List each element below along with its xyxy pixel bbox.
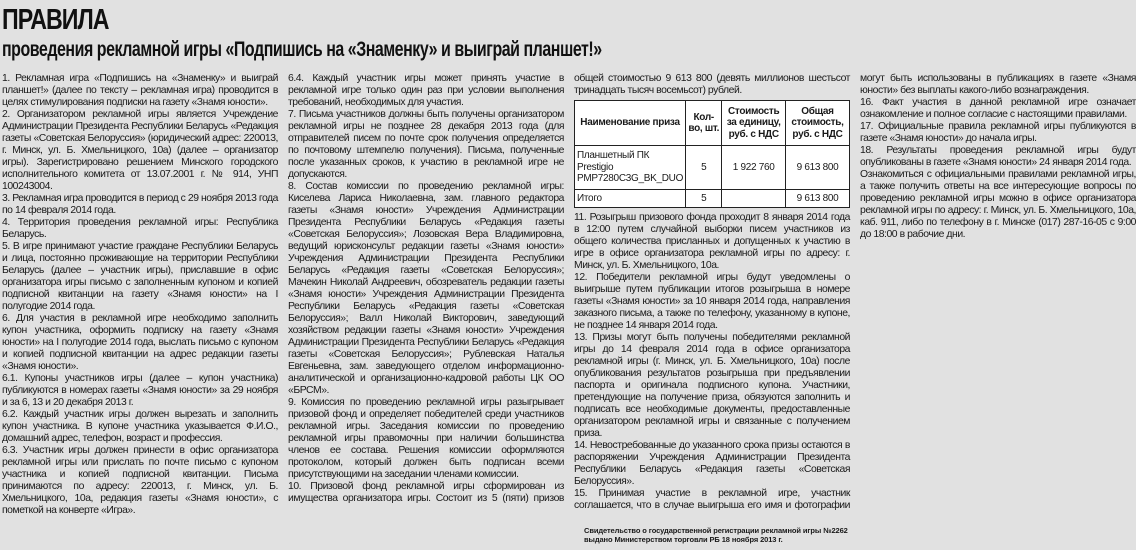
registration-certificate [584,526,850,544]
certificate-line: Свидетельство о государственной регистрации рекламной игры №2262 [584,526,848,535]
rule-paragraph: 6.2. Каждый участник игры должен вырезать и заполнить купон участника. В купоне участника указывается Ф.И.О., домашний адрес, телефон, возраст и профессия. [2,409,278,444]
rule-paragraph: 13. Призы могут быть получены победителями рекламной игры до 14 февраля 2014 года в офисе организатора рекламной игры (г. Минск, ул. Б. Хмельницкого, 10а) после опубликования результатов розыгрыша при предъявлении паспорта и оригинала подписного купона. Участники, претендующие на получение приза, обязуются заполнить и подписать все необходимые документы, предоставленные организатором рекламной игры и связанные с получением приза. [574,332,850,439]
rule-paragraph: 16. Факт участия в данной рекламной игре означает ознакомление и полное согласие с настоящими правилами. [860,97,1136,120]
page-title: ПРАВИЛА [2,4,109,36]
column-header-name: Наименование приза [575,101,686,146]
rule-paragraph: 14. Невостребованные до указанного срока призы остаются в распоряжении Учреждения Администрации Президента Республики Беларусь «Редакция газеты «Советская Белоруссия». [574,440,850,487]
certificate-line: выдано Министерством торговли РБ 18 ноября 2013 г. [584,535,783,544]
column-header-unit-price: Стоимость за единицу, руб. с НДС [722,101,786,146]
prize-name: Планшетный ПК Prestigio PMP7280C3G_BK_DUO [575,146,686,190]
prize-total-price: 9 613 800 [786,146,850,190]
rule-paragraph: 8. Состав комиссии по проведению рекламной игры: Киселева Лариса Николаевна, зам. главного редактора газеты «Знамя юности» Учреждения Администрации Президента Республики Беларусь «Редакция газеты «Советская Белоруссия»; Лозовская Вера Владимировна, ведущий юрисконсульт редакции газеты «Знамя юности» Учреждения Администрации Президента Республики Беларусь «Редакция газеты «Советская Белоруссия»; Мачекин Николай Андреевич, обозреватель редакции газеты «Знамя юности» Учреждения Администрации Президента Республики Беларусь «Редакция газеты «Советская Белоруссия»; Валл Николай Викторович, заведующий хозяйством редакции газеты «Знамя юности» Учреждения Администрации Президента Республики Беларусь «Редакция газеты «Советская Белоруссия»; Рублевская Наталья Евгеньевна, зам. заведующего отделом информационно-аналитической и организационно-кадровой работы ЦК ОО «БРСМ». [288,181,564,396]
total-quantity: 5 [686,190,722,208]
column-header-total-price: Общая стоимость, руб. с НДС [786,101,850,146]
rule-paragraph: 9. Комиссия по проведению рекламной игры разыгрывает призовой фонд и определяет победителей среди участников рекламной игры. Заседания комиссии по проведению рекламной игры правомочны при наличии большинства членов ее состава. Решения комиссии оформляются протоколом, который должен быть подписан всеми присутствующими на заседании членами комиссии. [288,397,564,480]
rule-paragraph: 4. Территория проведения рекламной игры: Республика Беларусь. [2,217,278,240]
table-row [575,146,850,190]
rule-paragraph: 10. Призовой фонд рекламной игры сформирован из имущества организатора игры. Состоит из 5 (пяти) призов общей стоимостью 9 613 800 (девять миллионов шестьсот тринадцать тысяч восемьсот) рублей. [288,73,850,504]
rule-paragraph: 1. Рекламная игра «Подпишись на «Знаменку» и выиграй планшет!» (далее по тексту – рекламная игра) проводится в целях стимулирования подписки на газету «Знамя юности». [2,73,278,108]
rule-paragraph: 6.1. Купоны участников игры (далее – купон участника) публикуются в номерах газеты «Знамя юности» за 29 ноября и за 6, 13 и 20 декабря 2013 г. [2,373,278,408]
rules-body [2,73,1136,523]
rule-paragraph: 6.3. Участник игры должен принести в офис организатора рекламной игры или прислать по почте письмо с купоном участника и копией подписной квитанции. Письма принимаются по адресу: 220013, г. Минск, ул. Б. Хмельницкого, 10а, редакция газеты «Знамя юности», с пометкой на конверте «Игра». [2,445,278,516]
rule-paragraph: 2. Организатором рекламной игры является Учреждение Администрации Президента Республики Беларусь «Редакция газеты «Советская Белоруссия» (юридический адрес: 220013, г. Минск, ул. Б. Хмельницкого, 10а) (далее – организатор игры). Зарегистрировано решением Минского городского исполнительного комитета от 13.07.2001 г. № 914, УНП 100243004. [2,109,278,192]
rule-paragraph: 18. Результаты проведения рекламной игры будут опубликованы в газете «Знамя юности» 24 января 2014 года. [860,145,1136,168]
prize-table-header [575,101,850,146]
rule-paragraph: 5. В игре принимают участие граждане Республики Беларусь и лица, постоянно проживающие на территории Республики Беларусь (далее – участник игры), приславшие в офис организатора игры письмо с заполненным купоном и копией подписной квитанции на газету «Знамя юности» на I полугодие 2014 года. [2,241,278,312]
rule-paragraph: 11. Розыгрыш призового фонда проходит 8 января 2014 года в 12:00 путем случайной выборки писем участников из общего количества присланных и допущенных к участию в игре в офисе организатора рекламной игры по адресу: г. Минск, ул. Б. Хмельницкого, 10а. [574,212,850,271]
rule-paragraph: 3. Рекламная игра проводится в период с 29 ноября 2013 года по 14 февраля 2014 года. [2,193,278,216]
rule-paragraph: 15. Принимая участие в рекламной игре, участник соглашается, что в случае выигрыша его имя и фотографии могут быть использованы в публикациях в газете «Знамя юности» без выплаты какого-либо вознаграждения. [574,73,1136,511]
rule-paragraph: Ознакомиться с официальными правилами рекламной игры, а также получить ответы на все интересующие вопросы по проведению рекламной игры можно в офисе организатора рекламной игры по адресу: г. Минск, ул. Б. Хмельницкого, 10а, каб. 911, либо по телефону в г. Минске (017) 287-16-05 с 9:00 до 18:00 в рабочие дни. [860,169,1136,240]
rule-paragraph: 6. Для участия в рекламной игре необходимо заполнить купон участника, оформить подписку на газету «Знамя юности» на I полугодие 2014 года, выслать письмо с купоном и копией подписной квитанции на адрес редакции газеты «Знамя юности». [2,313,278,372]
prize-table [574,100,850,208]
rule-paragraph: 17. Официальные правила рекламной игры публикуются в газете «Знамя юности» до начала игры. [860,121,1136,144]
rule-paragraph: 12. Победители рекламной игры будут уведомлены о выигрыше путем публикации итогов розыгрыша в номере газеты «Знамя юности» за 10 января 2014 года, направления заказного письма, а также по телефону, указанному в купоне, не позднее 14 января 2014 года. [574,272,850,331]
rule-paragraph: 7. Письма участников должны быть получены организатором рекламной игры не позднее 28 декабря 2013 года (для отправителей писем по почте срок получения определяется по почтовому штемпелю получения). Письма, полученные после указанных сроков, к участию в рекламной игре не допускаются. [288,109,564,180]
total-price: 9 613 800 [786,190,850,208]
column-header-quantity: Кол-во, шт. [686,101,722,146]
total-label: Итого [575,190,686,208]
rule-paragraph: 6.4. Каждый участник игры может принять участие в рекламной игре только один раз при условии выполнения требований, необходимых для участия. [288,73,564,108]
table-row-total [575,190,850,208]
page-subtitle: проведения рекламной игры «Подпишись на «Знаменку» и выиграй планшет!» [2,38,602,61]
prize-unit-price: 1 922 760 [722,146,786,190]
prize-quantity: 5 [686,146,722,190]
total-unit-price [722,190,786,208]
